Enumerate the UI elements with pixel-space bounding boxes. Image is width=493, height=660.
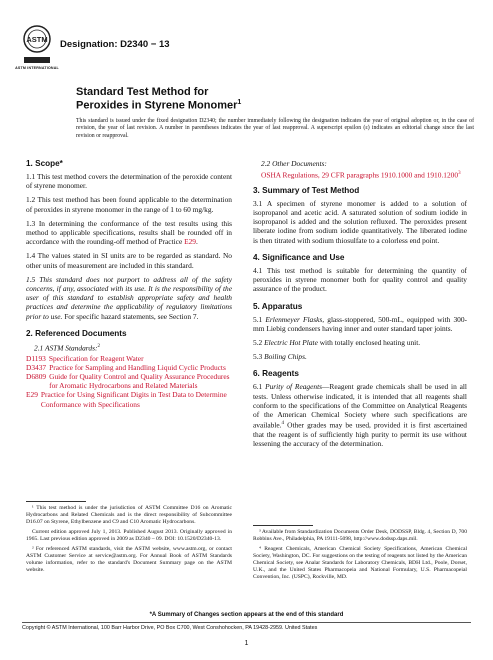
other-documents-sub: 2.2 Other Documents: [261,159,327,168]
footnote-rule-right [253,525,313,526]
page-number: 1 [244,640,249,647]
section-2-heading: 2. Referenced Documents [26,328,127,338]
para-1-1: 1.1 This test method covers the determination of the peroxide content of styrene monomer. [26,172,232,191]
title-line1: Standard Test Method for [76,86,209,98]
left-column [26,159,232,409]
osha-ref[interactable] [253,169,467,180]
designation: Designation: D2340 − 13 [60,39,170,50]
para-5-2-num: 5.2 [253,337,265,347]
footer-rule [22,622,471,623]
para-5-3 [253,352,467,361]
para-6-1-italic: Purity of Reagents [265,382,323,392]
ref-d6809[interactable] [26,372,232,390]
left-footnotes [26,505,232,574]
right-footnotes [253,529,467,581]
para-1-3-text: 1.3 In determining the conformance of the test results using this method to applicable specifications, results shall be rounded off in accordance with the rounding-off method of Practice [26,218,232,247]
title-text: Peroxides in Styrene Monomer [76,99,238,112]
para-5-1-italic: Erlenmeyer Flasks, [265,314,325,324]
ref-code[interactable]: D1193 [26,353,46,363]
copyright-line: Copyright © ASTM International, 100 Barr Harbor Drive, PO Box C700, West Conshohocken, PA 19428-2959. United States [22,625,318,631]
footnote-1: ¹ This test method is under the jurisdiction of ASTM Committee D16 on Aromatic Hydrocarbons and Related Chemicals and is the direct responsibility of Subcommittee D16.07 on Styrene, Ethylbenzene and C9 and C10 Aromatic Hydrocarbons. [26,505,232,525]
svg-text:ASTM: ASTM [26,35,48,44]
para-5-2-text: with totally enclosed heating unit. [317,337,421,347]
footnote-1b: Current edition approved July 1, 2013. Published August 2013. Originally approved in 1965. Last previous edition approved in 2009 as D2340 – 09. DOI: 10.1520/D2340-13. [26,529,232,542]
footnote-2: ² For referenced ASTM standards, visit the ASTM website, www.astm.org, or contact ASTM Customer Service at service@astm.org. For Annual Book of ASTM Standards volume information, refer to the standard's Document Summary page on the ASTM website. [26,546,232,573]
ref-e29[interactable] [26,390,232,408]
ref-title[interactable]: Practice for Using Significant Digits in Test Data to Determine Conformance with Specifications [40,390,227,409]
para-6-1 [253,382,467,448]
footnote-4: ⁴ Reagent Chemicals, American Chemical Society Specifications, American Chemical Society, Washington, DC. For suggestions on the testing of reagents not listed by the American Chemical Society, see Analar Standards for Laboratory Chemicals, BDH Ltd., Poole, Dorset, U.K., and the United States Pharmacopeia and National Formulary, U.S. Pharmacopeial Convention, Inc. (USPC), Rockville, MD. [253,546,467,580]
para-5-1-text: glass-stoppered, 500-mL, equipped with 300-mm Liebig condensers having inner and outer standard taper joints. [253,314,468,333]
para-1-4: 1.4 The values stated in SI units are to be regarded as standard. No other units of measurement are included in this standard. [26,251,232,270]
para-5-2-italic: Electric Hot Plate [264,337,318,347]
footnote-rule-left [26,501,86,502]
logo-caption: ASTM INTERNATIONAL [15,66,59,70]
ref-code[interactable]: E29 [26,390,38,400]
para-5-3-num: 5.3 [253,352,265,362]
ref-code[interactable]: D3437 [26,362,47,372]
astm-standards-label: 2.1 ASTM Standards: [34,343,98,353]
para-1-5 [26,275,232,321]
para-5-3-italic: Boiling Chips. [264,352,307,362]
ref-title[interactable]: Practice for Sampling and Handling Liquid Cyclic Products [49,362,226,372]
section-1-heading: 1. Scope* [26,159,63,168]
para-6-1-text: —Reagent grade chemicals shall be used in all tests. Unless otherwise indicated, it is intended that all reagents shall conform to the specifications of the Committee on Analytical Reagents of the American Chemical Society where such specifications are available. [253,382,467,430]
ref-code[interactable]: D6809 [26,371,47,381]
para-1-3-end: . [196,237,198,247]
para-1-3 [26,219,232,247]
para-3-1: 3.1 A specimen of styrene monomer is added to a solution of isopropanol and acetic acid. A saturated solution of sodium iodide in isopropanol is added and the solution refluxed. The peroxides present liberate iodine from sodium iodide quantitatively. The liberated iodine is then titrated with sodium thiosulfate to a colorless end point. [253,198,467,245]
osha-link[interactable]: OSHA Regulations, 29 CFR paragraphs 1910.1000 and 1910.1200 [261,170,459,180]
para-6-1-num: 6.1 [253,382,266,392]
para-6-1-text2: Other grades may be used, provided it is first ascertained that the reagent is of sufficiently high purity to permit its use without lessening the accuracy of the determination. [253,420,467,448]
section-4-heading: 4. Significance and Use [253,252,345,262]
para-4-1: 4.1 This test method is suitable for determining the quantity of peroxides in styrene monomer both for quality control and quality assurance of the product. [253,265,467,294]
footnote-3: ³ Available from Standardization Documents Order Desk, DODSSP, Bldg. 4, Section D, 700 Robbins Ave., Philadelphia, PA 19111-5098, http://www.dodssp.daps.mil. [253,529,467,542]
para-6-1-sup: 4 [281,421,285,427]
para-1-2: 1.2 This test method has been found applicable to the determination of peroxides in styrene monomer in the range of 1 to 60 mg/kg. [26,195,232,214]
ref-title[interactable]: Guide for Quality Control and Quality Assurance Procedures for Aromatic Hydrocarbons and Related Materials [49,371,230,391]
astm-logo [22,24,52,66]
ref-d3437[interactable] [26,363,232,372]
issue-note: This standard is issued under the fixed designation D2340; the number immediately following the designation indicates the year of original adoption or, in the case of revision, the year of last revision. A number in parentheses indicates the year of last reapproval. A superscript epsilon (ε) indicates an editorial change since the last revision or reapproval. [76,118,474,139]
right-column [253,159,467,448]
ref-title[interactable]: Specification for Reagent Water [48,353,144,363]
section-5-heading: 5. Apparatus [253,301,303,311]
para-5-2 [253,338,467,347]
astm-standards-sup: 2 [97,343,100,349]
section-3-heading: 3. Summary of Test Method [253,185,360,195]
astm-standards-sub [26,342,232,353]
title-line2 [76,99,241,112]
link-e29[interactable]: E29 [184,237,196,247]
para-5-1-num: 5.1 [253,314,266,324]
osha-sup: 3 [458,171,461,177]
para-5-1 [253,315,467,333]
section-6-heading: 6. Reagents [253,369,299,379]
ref-d1193[interactable] [26,354,232,363]
para-1-5-italic: 1.5 This standard does not purport to address all of the safety concerns, if any, associated with its use. It is the responsibility of the user of this standard to establish appropriate safety and health practices and determine the applicability of regulatory limitations prior to use. [26,274,232,321]
summary-of-changes-note: *A Summary of Changes section appears at the end of this standard [149,612,344,618]
title-sup: 1 [237,99,242,106]
ref-list [26,354,232,409]
astm-logo-icon [22,24,52,66]
para-1-5-text: For specific hazard statements, see Section 7. [62,311,199,321]
